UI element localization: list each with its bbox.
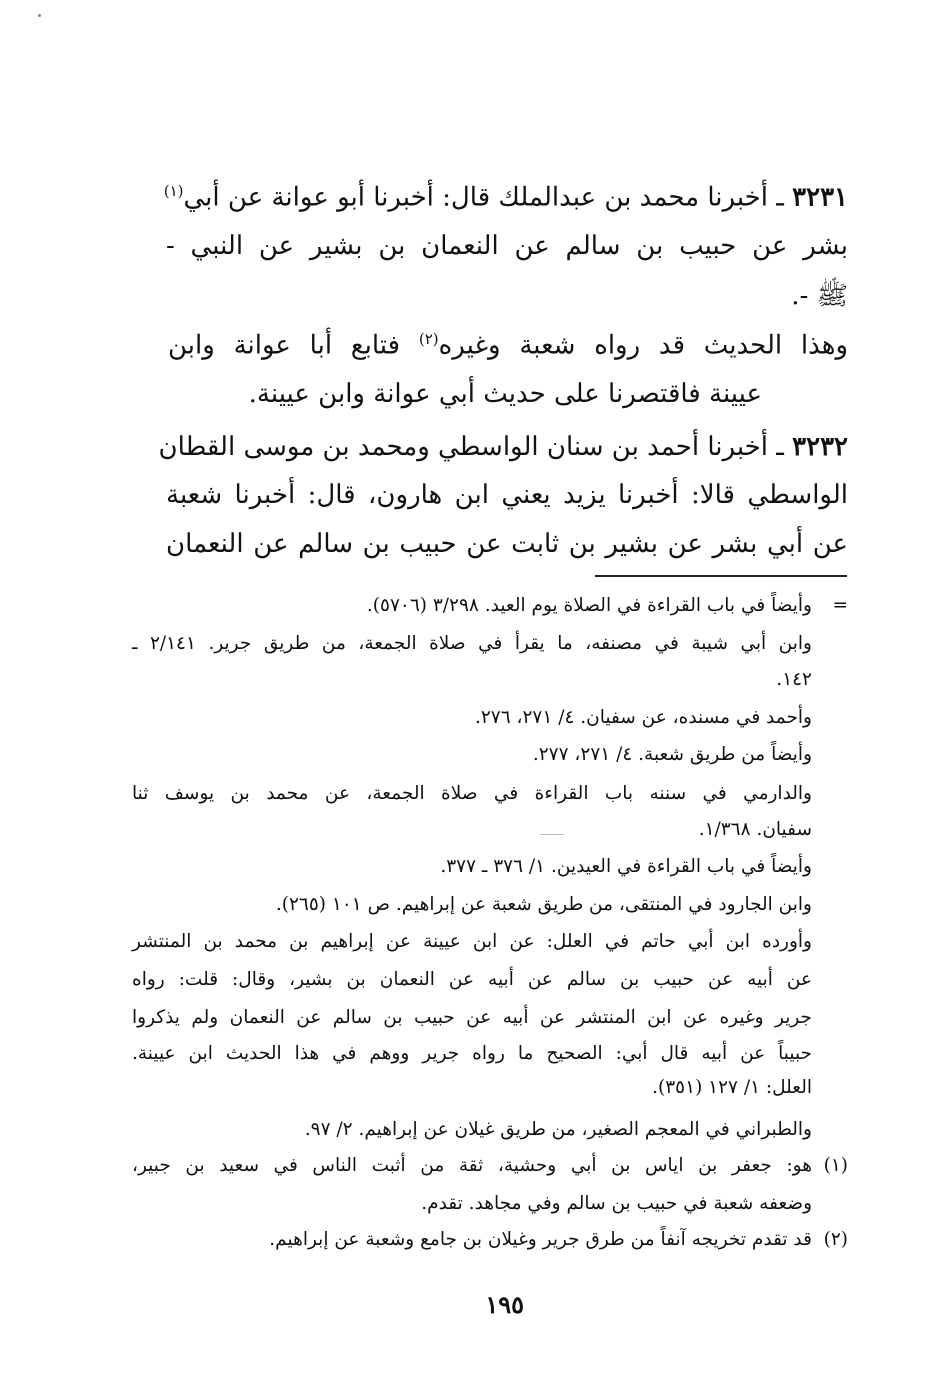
footnote-2-marker: (٢) (823, 1229, 848, 1250)
footnote-2-line-1: قد تقدم تخريجه آنفاً من طرق جرير وغيلان بن جامع وشعبة عن إبراهيم. (269, 1229, 812, 1250)
footnote-line: سفيان. ١/٣٦٨. (698, 819, 812, 840)
footnote-line: وأيضاً في باب القراءة في الصلاة يوم العيد. ٣/٢٩٨ (٥٧٠٦). (366, 595, 812, 616)
hadith-3231-line-2: بشر عن حبيب بن سالم عن النعمان بن بشير عن النبي - (166, 231, 848, 261)
footnote-separator (595, 575, 847, 577)
footnote-line: حبيباً عن أبيه قال أبي: الصحيح ما رواه جرير ووهم في هذا الحديث ابن عيينة. (132, 1043, 812, 1064)
footnote-1-marker: (١) (823, 1155, 848, 1176)
commentary-text: وهذا الحديث قد رواه شعبة وغيره (438, 330, 848, 361)
scan-mark (540, 834, 564, 835)
page-number: ١٩٥ (485, 1290, 524, 1319)
hadith-text: أخبرنا أحمد بن سنان الواسطي ومحمد بن موسى القطان (158, 432, 768, 462)
commentary-line-1 (168, 331, 848, 362)
hadith-3232-line-2: الواسطي قالا: أخبرنا يزيد يعني ابن هارون، قال: أخبرنا شعبة (166, 480, 848, 510)
footnote-ref: (٢) (418, 330, 439, 348)
hadith-3231-line-3: ﷺ -. (791, 281, 848, 311)
footnote-ref: (١) (163, 182, 184, 200)
hadith-number: ٣٢٣٢ (792, 432, 848, 462)
footnote-line: وابن الجارود في المنتقى، من طريق شعبة عن إبراهيم. ص ١٠١ (٢٦٥). (275, 894, 812, 915)
hadith-number: ٣٢٣١ (792, 182, 848, 213)
footnote-line: والطبراني في المعجم الصغير، من طريق غيلان عن إبراهيم. ٢/ ٩٧. (304, 1119, 812, 1140)
scan-speck (38, 14, 41, 17)
footnote-1-line-2: وضعفه شعبة في حبيب بن سالم وفي مجاهد. تقدم. (421, 1193, 812, 1214)
footnote-line: ١٤٢. (776, 669, 812, 690)
hadith-3232-line-1: ٣٢٣٢ ـ أخبرنا أحمد بن سنان الواسطي ومحمد بن موسى القطان (158, 432, 848, 462)
footnote-line: العلل: ١/ ١٢٧ (٣٥١). (652, 1077, 812, 1098)
hadith-3232-line-3: عن أبي بشر عن بشير بن ثابت عن حبيب بن سالم عن النعمان (166, 529, 848, 559)
footnote-line: وأيضاً في باب القراءة في العيدين. ١/ ٣٧٦ ـ ٣٧٧. (440, 856, 812, 877)
commentary-line-2: عيينة فاقتصرنا على حديث أبي عوانة وابن عيينة. (248, 379, 762, 409)
hadith-3231-line-1: ٣٢٣١ ـ أخبرنا محمد بن عبدالملك قال: أخبرنا أبو عوانة عن أبي$^{(١)}$ (163, 182, 848, 213)
footnote-line: وابن أبي شيبة في مصنفه، ما يقرأ في صلاة الجمعة، من طريق جرير. ٢/١٤١ ـ (132, 633, 812, 654)
footnote-line: وأحمد في مسنده، عن سفيان. ٤/ ٢٧١، ٢٧٦. (474, 707, 812, 728)
footnote-line: جرير وغيره عن ابن المنتشر عن أبيه عن حبيب بن سالم عن النعمان ولم يذكروا (132, 1007, 812, 1028)
footnote-continuation-mark: = (832, 595, 848, 616)
hadith-text: أخبرنا محمد بن عبدالملك قال: أخبرنا أبو عوانة عن أبي (183, 182, 768, 213)
footnote-line: وأورده ابن أبي حاتم في العلل: عن ابن عيينة عن إبراهيم بن محمد بن المنتشر (132, 931, 812, 952)
footnote-line: والدارمي في سننه باب القراءة في صلاة الجمعة، عن محمد بن يوسف ثنا (132, 783, 812, 804)
footnote-line: وأيضاً من طريق شعبة. ٤/ ٢٧١، ٢٧٧. (532, 744, 812, 765)
footnote-1-line-1: هو: جعفر بن اياس بن أبي وحشية، ثقة من أثبت الناس في سعيد بن جبير، (132, 1155, 812, 1176)
footnote-line: عن أبيه عن حبيب بن سالم عن أبيه عن النعمان بن بشير، وقال: قلت: رواه (132, 969, 812, 990)
commentary-text: فتابع أبا عوانة وابن (168, 330, 419, 361)
